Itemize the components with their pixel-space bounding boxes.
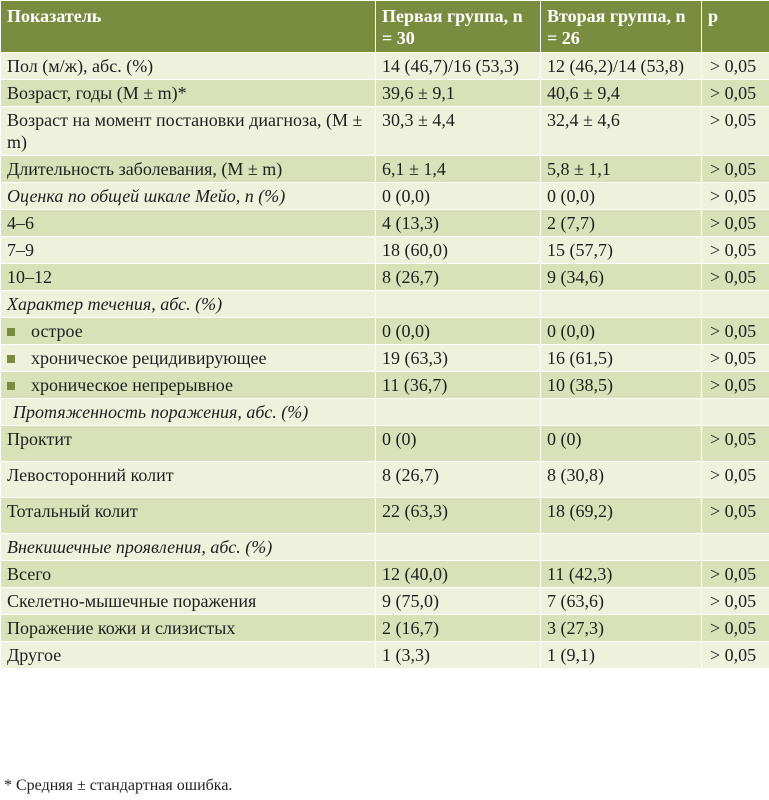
indicator-label: Внекишечные проявления, абс. (%) [7,537,273,557]
p-value-cell: > 0,05 [702,345,769,372]
group-1-value-cell: 8 (26,7) [376,462,541,498]
indicator-cell [1,372,376,399]
indicator-label: Длительность заболевания, (M ± m) [7,159,283,179]
p-value-cell: > 0,05 [702,210,769,237]
indicator-label: Протяженность поражения, абс. (%) [13,402,309,422]
indicator-cell [1,291,376,318]
p-value-cell: > 0,05 [702,80,769,107]
indicator-label: Скелетно-мышечные поражения [7,591,257,611]
table-row [1,318,769,345]
indicator-label: Поражение кожи и слизистых [7,618,236,638]
indicator-label: 10–12 [7,267,52,287]
indicator-label: Всего [7,564,52,584]
group-2-value-cell: 5,8 ± 1,1 [541,156,702,183]
indicator-label: Возраст, годы (M ± m)* [7,83,187,103]
group-2-value-cell: 3 (27,3) [541,615,702,642]
table-row [1,210,769,237]
group-1-value-cell: 0 (0,0) [376,318,541,345]
group-1-value-cell: 14 (46,7)/16 (53,3) [376,53,541,80]
group-1-value-cell: 39,6 ± 9,1 [376,80,541,107]
group-2-value-cell [541,534,702,561]
table-row [1,588,769,615]
footnote: * Средняя ± стандартная ошибка. [4,777,233,794]
p-value-cell [702,399,769,426]
table-row [1,345,769,372]
indicator-label: Проктит [7,429,72,449]
table-row [1,498,769,534]
group-2-value-cell: 10 (38,5) [541,372,702,399]
indicator-cell [1,156,376,183]
group-1-value-cell: 0 (0) [376,426,541,462]
table-row [1,561,769,588]
p-value-cell: > 0,05 [702,642,769,669]
table-row [1,462,769,498]
group-2-value-cell: 0 (0,0) [541,183,702,210]
indicator-cell [1,210,376,237]
p-value-cell: > 0,05 [702,426,769,462]
indicator-cell [1,534,376,561]
p-value-cell: > 0,05 [702,156,769,183]
table-row [1,372,769,399]
indicator-label: 4–6 [7,213,34,233]
group-2-value-cell: 9 (34,6) [541,264,702,291]
indicator-label: Характер течения, абс. (%) [7,294,223,314]
group-1-value-cell: 6,1 ± 1,4 [376,156,541,183]
table-section-row [1,534,769,561]
header-group-2: Вторая группа, n = 26 [541,1,702,53]
square-bullet-icon [7,355,15,363]
p-value-cell: > 0,05 [702,318,769,345]
table-row [1,80,769,107]
table-section-row [1,399,769,426]
group-2-value-cell [541,291,702,318]
p-value-cell [702,534,769,561]
group-1-value-cell: 12 (40,0) [376,561,541,588]
group-2-value-cell: 2 (7,7) [541,210,702,237]
group-2-value-cell: 11 (42,3) [541,561,702,588]
indicator-label: острое [31,321,83,341]
group-2-value-cell: 16 (61,5) [541,345,702,372]
group-1-value-cell: 11 (36,7) [376,372,541,399]
table-row [1,264,769,291]
table-row [1,183,769,210]
indicator-cell [1,498,376,534]
indicator-label: Оценка по общей шкале Мейо, n (%) [7,186,286,206]
p-value-cell: > 0,05 [702,53,769,80]
group-1-value-cell: 2 (16,7) [376,615,541,642]
indicator-label: Пол (м/ж), абс. (%) [7,56,154,76]
group-2-value-cell: 40,6 ± 9,4 [541,80,702,107]
indicator-cell [1,345,376,372]
group-1-value-cell [376,534,541,561]
p-value-cell: > 0,05 [702,615,769,642]
p-value-cell: > 0,05 [702,264,769,291]
indicator-label: хроническое непрерывное [31,375,233,395]
group-1-value-cell: 0 (0,0) [376,183,541,210]
indicator-cell [1,642,376,669]
table-row [1,642,769,669]
table-row [1,237,769,264]
group-2-value-cell: 12 (46,2)/14 (53,8) [541,53,702,80]
table-header-row [1,1,769,53]
group-2-value-cell: 1 (9,1) [541,642,702,669]
group-1-value-cell: 9 (75,0) [376,588,541,615]
square-bullet-icon [7,328,15,336]
group-1-value-cell [376,399,541,426]
indicator-label: Левосторонний колит [7,465,174,485]
group-1-value-cell: 18 (60,0) [376,237,541,264]
group-1-value-cell [376,291,541,318]
indicator-cell [1,399,376,426]
indicator-label: 7–9 [7,240,34,260]
table-row [1,53,769,80]
square-bullet-icon [7,382,15,390]
indicator-label: Другое [7,645,62,665]
header-p-value: p [702,1,769,53]
table-row [1,107,769,156]
p-value-cell: > 0,05 [702,588,769,615]
p-value-cell: > 0,05 [702,561,769,588]
indicator-cell [1,318,376,345]
header-indicator: Показатель [1,1,376,53]
indicator-cell [1,615,376,642]
indicator-cell [1,53,376,80]
p-value-cell: > 0,05 [702,372,769,399]
group-2-value-cell: 15 (57,7) [541,237,702,264]
indicator-cell [1,426,376,462]
p-value-cell [702,291,769,318]
table-body [1,53,769,669]
indicator-label: Тотальный колит [7,501,138,521]
table-row [1,615,769,642]
indicator-cell [1,462,376,498]
group-2-value-cell: 0 (0) [541,426,702,462]
table-row [1,426,769,462]
indicator-label: Возраст на момент постановки диагноза, (M ± m) [7,110,363,152]
p-value-cell: > 0,05 [702,498,769,534]
group-2-value-cell [541,399,702,426]
table-row [1,156,769,183]
group-2-value-cell: 18 (69,2) [541,498,702,534]
p-value-cell: > 0,05 [702,183,769,210]
indicator-label: хроническое рецидивирующее [31,348,267,368]
indicator-cell [1,264,376,291]
indicator-cell [1,80,376,107]
group-2-value-cell: 7 (63,6) [541,588,702,615]
header-group-1: Первая группа, n = 30 [376,1,541,53]
indicator-cell [1,561,376,588]
group-1-value-cell: 8 (26,7) [376,264,541,291]
group-1-value-cell: 22 (63,3) [376,498,541,534]
group-2-value-cell: 0 (0,0) [541,318,702,345]
group-1-value-cell: 30,3 ± 4,4 [376,107,541,156]
p-value-cell: > 0,05 [702,107,769,156]
indicator-cell [1,237,376,264]
group-1-value-cell: 4 (13,3) [376,210,541,237]
indicator-cell [1,588,376,615]
group-2-value-cell: 32,4 ± 4,6 [541,107,702,156]
group-2-value-cell: 8 (30,8) [541,462,702,498]
p-value-cell: > 0,05 [702,462,769,498]
indicator-cell [1,183,376,210]
group-1-value-cell: 19 (63,3) [376,345,541,372]
group-1-value-cell: 1 (3,3) [376,642,541,669]
indicator-cell [1,107,376,156]
p-value-cell: > 0,05 [702,237,769,264]
table-section-row [1,291,769,318]
